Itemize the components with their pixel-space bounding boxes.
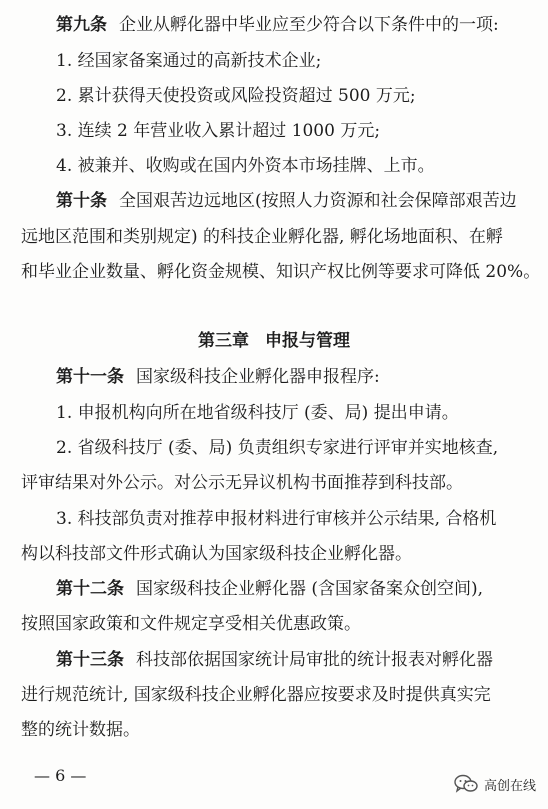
article-9-heading-line [0, 8, 548, 42]
article-12-line-1 [0, 572, 548, 606]
article-10-line-3: 和毕业企业数量、孵化资金规模、知识产权比例等要求可降低 20%。 [21, 262, 541, 282]
article-10-line-1 [0, 184, 548, 218]
chapter-title: 申报与管理 [265, 331, 350, 351]
article-11-step-3-line-2: 构以科技部文件形式确认为国家级科技企业孵化器。 [21, 544, 412, 564]
wechat-icon [454, 774, 478, 794]
article-10-text-1: 全国艰苦边远地区(按照人力资源和社会保障部艰苦边 [119, 191, 517, 211]
article-9-item-3: 3. 连续 2 年营业收入累计超过 1000 万元; [56, 121, 381, 141]
article-9-label: 第九条 [56, 15, 107, 35]
article-13-text-1: 科技部依据国家统计局审批的统计报表对孵化器 [136, 650, 493, 670]
article-10-label: 第十条 [56, 191, 107, 211]
article-11-step-2-line-1: 2. 省级科技厅 (委、局) 负责组织专家进行评审并实地核查, [56, 438, 499, 458]
article-11-step-2-line-2: 评审结果对外公示。对公示无异议机构书面推荐到科技部。 [21, 473, 463, 493]
article-13-label: 第十三条 [56, 650, 124, 670]
article-11-step-3-line-1: 3. 科技部负责对推荐申报材料进行审核并公示结果, 合格机 [56, 509, 497, 529]
article-12-line-2: 按照国家政策和文件规定享受相关优惠政策。 [21, 614, 361, 634]
article-13-line-2: 进行规范统计, 国家级科技企业孵化器应按要求及时提供真实完 [21, 685, 491, 705]
page-number: — 6 — [34, 766, 87, 785]
article-9-text: 企业从孵化器中毕业应至少符合以下条件中的一项: [119, 15, 499, 35]
article-11-step-1: 1. 申报机构向所在地省级科技厅 (委、局) 提出申请。 [56, 403, 459, 423]
article-12-text-1: 国家级科技企业孵化器 (含国家备案众创空间), [136, 579, 484, 599]
article-11-label: 第十一条 [56, 367, 124, 387]
chapter-number: 第三章 [198, 331, 249, 351]
chapter-heading [0, 324, 548, 358]
article-13-line-3: 整的统计数据。 [21, 720, 140, 740]
article-9-item-4: 4. 被兼并、收购或在国内外资本市场挂牌、上市。 [56, 156, 435, 176]
article-13-line-1 [0, 643, 548, 677]
article-10-line-2: 远地区范围和类别规定) 的科技企业孵化器, 孵化场地面积、在孵 [21, 227, 503, 247]
article-11-heading-line [0, 360, 548, 394]
article-11-text: 国家级科技企业孵化器申报程序: [136, 367, 380, 387]
watermark-text: 高创在线 [483, 778, 536, 794]
article-9-item-1: 1. 经国家备案通过的高新技术企业; [56, 51, 322, 71]
article-9-item-2: 2. 累计获得天使投资或风险投资超过 500 万元; [56, 86, 416, 106]
watermark [454, 771, 536, 797]
article-12-label: 第十二条 [56, 579, 124, 599]
